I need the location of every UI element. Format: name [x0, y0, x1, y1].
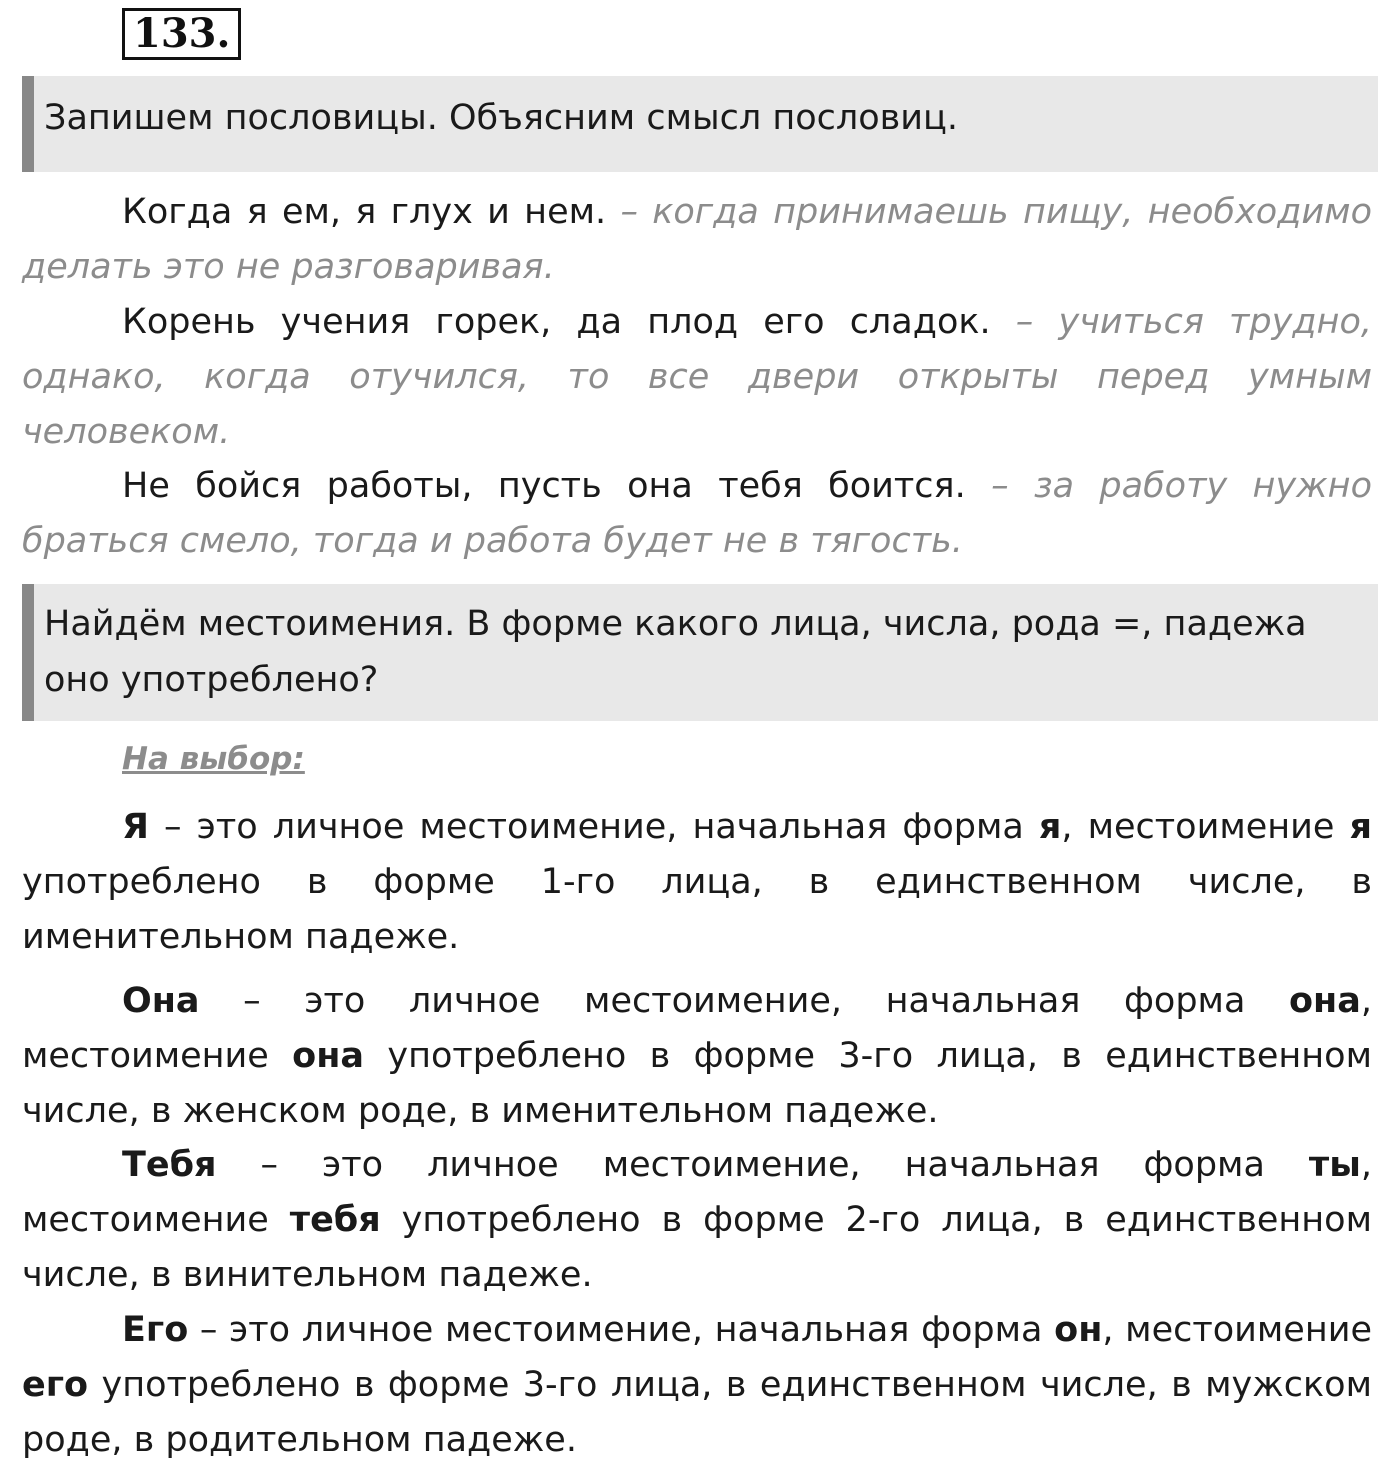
answer-text: употреблено в форме 3-го лица, в единственном числе, в женском роде, в именительном падеже. — [22, 1036, 1372, 1131]
task-instruction-2: Найдём местоимения. В форме какого лица, числа, рода =, падежа оно употреблено? — [22, 584, 1378, 721]
answer-text: , местоимение — [1102, 1310, 1372, 1350]
proverb-item — [22, 459, 1372, 569]
answer-paragraph — [22, 1303, 1372, 1468]
proverb-explanation: – учиться трудно, однако, когда отучился, то все двери открыты перед умным человеком. — [22, 302, 1372, 452]
pronoun-base-form: она — [1289, 981, 1361, 1021]
answer-text: употреблено в форме 1-го лица, в единственном числе, в именительном падеже. — [22, 862, 1372, 957]
proverb-item — [22, 185, 1372, 295]
pronoun-form: тебя — [289, 1200, 381, 1240]
pronoun-form: его — [22, 1365, 89, 1405]
answer-text: – это личное местоимение, начальная форма — [148, 807, 1039, 847]
pronoun-form: я — [1349, 807, 1372, 847]
answer-text: – это личное местоимение, начальная форма — [199, 981, 1289, 1021]
answer-text: , местоимение — [1061, 807, 1350, 847]
proverb-explanation: – за работу нужно браться смело, тогда и работа будет не в тягость. — [22, 466, 1372, 561]
pronoun-word: Я — [122, 807, 149, 847]
pronoun-base-form: ты — [1308, 1145, 1361, 1185]
pronoun-word: Его — [122, 1310, 189, 1350]
pronoun-word: Она — [122, 981, 200, 1021]
proverb-text: Корень учения горек, да плод его сладок. — [122, 302, 991, 342]
pronoun-base-form: я — [1038, 807, 1062, 847]
exercise-number: 133. — [122, 8, 241, 60]
answer-text: , местоимение — [22, 981, 1372, 1076]
answer-text: употреблено в форме 2-го лица, в единственном числе, в винительном падеже. — [22, 1200, 1372, 1295]
answer-paragraph — [22, 800, 1372, 965]
proverb-explanation: – когда принимаешь пищу, необходимо делать это не разговаривая. — [22, 192, 1372, 287]
proverb-text: Не бойся работы, пусть она тебя боится. — [122, 466, 966, 506]
pronoun-word: Тебя — [122, 1145, 217, 1185]
answer-text: употреблено в форме 3-го лица, в единственном числе, в мужском роде, в родительном падеже. — [22, 1365, 1372, 1460]
pronoun-form: она — [292, 1036, 365, 1076]
answer-paragraph — [22, 1138, 1372, 1303]
answer-text: – это личное местоимение, начальная форма — [216, 1145, 1309, 1185]
answer-text: , местоимение — [22, 1145, 1372, 1240]
answer-text: – это личное местоимение, начальная форма — [188, 1310, 1055, 1350]
proverb-item — [22, 295, 1372, 460]
task-instruction-1: Запишем пословицы. Объясним смысл пословиц. — [22, 76, 1378, 172]
pronoun-base-form: он — [1054, 1310, 1103, 1350]
choice-label: На выбор: — [122, 741, 305, 777]
answer-paragraph — [22, 974, 1372, 1139]
proverb-text: Когда я ем, я глух и нем. — [122, 192, 607, 232]
